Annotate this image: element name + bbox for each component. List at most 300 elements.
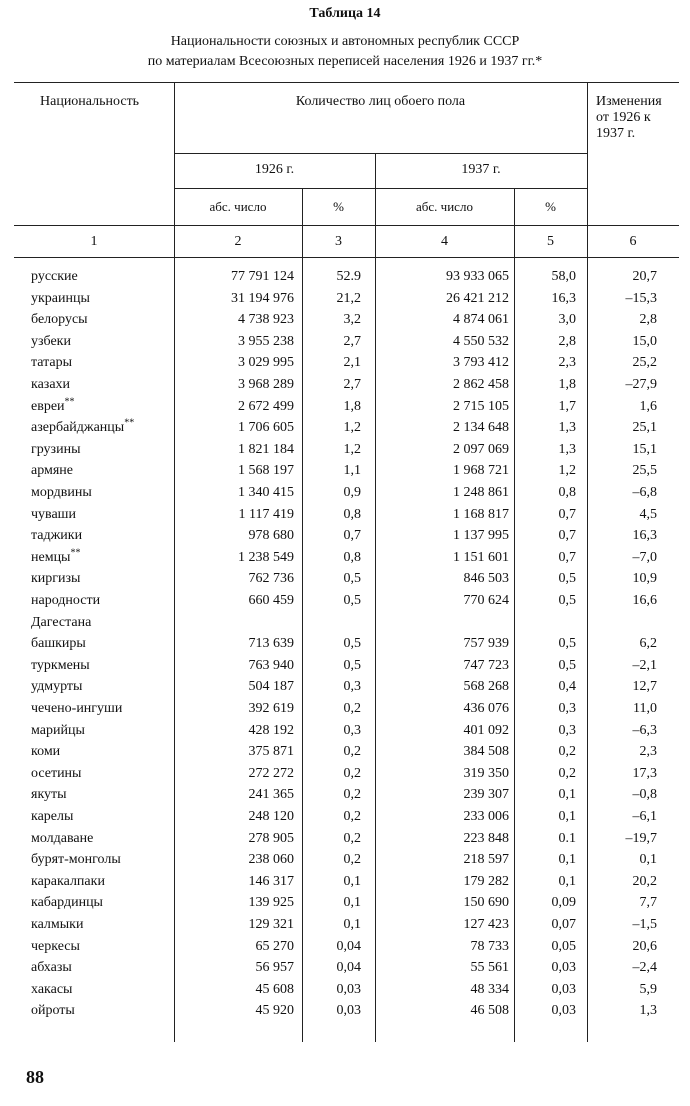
nationality-cell-text: осетины xyxy=(31,765,82,781)
abs-1926-cell-text: 1 238 549 xyxy=(238,549,294,565)
nationality-cell-text: ойроты xyxy=(31,1003,75,1019)
pct-1937-cell-text: 0,2 xyxy=(558,765,576,781)
table-row xyxy=(14,352,679,374)
pct-1926-cell xyxy=(344,871,362,893)
change-cell-text: 0,1 xyxy=(639,852,657,868)
pct-1926-cell xyxy=(344,720,362,742)
nationality-cell-text: немцы xyxy=(31,549,71,565)
abs-1937-cell-text: 401 092 xyxy=(463,722,509,738)
abs-1926-cell-text: 1 117 419 xyxy=(238,506,294,522)
pct-1937-cell xyxy=(552,288,577,310)
abs-1937-cell-text: 179 282 xyxy=(463,873,509,889)
change-cell-text: 15,0 xyxy=(632,333,657,349)
pct-1937-cell-text: 0,1 xyxy=(558,809,576,824)
nationality-cell-text: калмыки xyxy=(31,917,84,932)
pct-1937-cell xyxy=(559,806,577,828)
nationality-cell-text: таджики xyxy=(31,528,83,544)
abs-1926-cell xyxy=(249,806,295,828)
abs-1926-cell xyxy=(238,460,294,482)
nationality-cell-text: бурят-монголы xyxy=(31,852,121,868)
abs-1937-cell-text: 78 733 xyxy=(470,938,509,954)
table-row xyxy=(14,1000,679,1022)
pct-1937-cell xyxy=(559,763,577,785)
pct-1926-cell xyxy=(344,698,362,720)
table-row xyxy=(14,504,679,526)
change-cell-text: 25,2 xyxy=(632,355,657,371)
pct-1937-cell-text: 16,3 xyxy=(551,290,576,306)
change-cell-text: 25,1 xyxy=(632,420,657,436)
abs-1926-cell-text: 146 317 xyxy=(248,873,294,889)
pct-1926-cell-text: 52.9 xyxy=(336,269,361,284)
table-row xyxy=(14,720,679,742)
nationality-cell xyxy=(31,828,93,850)
change-cell xyxy=(633,568,658,590)
pct-1926-cell xyxy=(337,979,362,1001)
rule-colnums-bottom xyxy=(14,257,679,258)
table-row xyxy=(14,784,679,806)
change-cell xyxy=(633,784,658,806)
nationality-cell xyxy=(31,763,81,785)
change-cell xyxy=(626,288,658,310)
change-cell xyxy=(640,979,658,1001)
abs-1937-cell xyxy=(453,525,509,547)
subtitle-line-2: по материалам Всесоюзных переписей населения 1926 и 1937 гг.* xyxy=(147,54,543,69)
pct-1937-cell-text: 1,8 xyxy=(558,377,576,392)
abs-1937-cell-text: 55 561 xyxy=(470,960,509,976)
abs-1937-cell xyxy=(453,374,509,396)
abs-1926-cell-text: 713 639 xyxy=(248,636,294,652)
pct-1926-cell xyxy=(344,633,362,655)
change-cell-text: –19,7 xyxy=(625,830,657,846)
abs-1926-cell-text: 31 194 976 xyxy=(231,290,294,306)
header-abs-1937: абс. число xyxy=(416,199,473,214)
pct-1937-cell-text: 0,05 xyxy=(551,938,576,954)
pct-1926-cell xyxy=(344,806,362,828)
abs-1937-cell xyxy=(464,763,510,785)
abs-1926-cell-text: 762 736 xyxy=(248,571,294,587)
change-cell xyxy=(633,417,658,439)
pct-1926-cell xyxy=(344,525,362,547)
nationality-cell-text: узбеки xyxy=(31,333,71,349)
abs-1937-cell xyxy=(464,806,510,828)
abs-1937-cell xyxy=(453,417,509,439)
pct-1937-cell xyxy=(559,698,577,720)
pct-1926-cell xyxy=(344,309,362,331)
abs-1937-cell-text: 436 076 xyxy=(463,701,509,716)
pct-1937-cell xyxy=(559,547,577,569)
abs-1926-cell xyxy=(249,828,295,850)
pct-1926-cell-text: 0,04 xyxy=(336,938,361,954)
abs-1926-cell-text: 45 920 xyxy=(255,1003,294,1019)
change-cell xyxy=(633,482,658,504)
colnum-5: 5 xyxy=(547,234,554,249)
abs-1926-cell xyxy=(256,979,295,1001)
abs-1937-cell xyxy=(453,439,509,461)
table-row xyxy=(14,633,679,655)
change-cell xyxy=(640,504,658,526)
table-row xyxy=(14,698,679,720)
change-cell xyxy=(633,914,658,936)
header-year-1926: 1926 г. xyxy=(254,162,295,177)
pct-1937-cell xyxy=(559,568,577,590)
abs-1926-cell-text: 1 706 605 xyxy=(238,420,294,436)
abs-1937-cell xyxy=(471,957,510,979)
pct-1937-cell-text: 0,09 xyxy=(551,895,576,911)
nationality-cell xyxy=(31,676,82,698)
pct-1926-cell xyxy=(337,1000,362,1022)
abs-1926-cell-text: 129 321 xyxy=(248,917,294,932)
pct-1926-cell xyxy=(344,374,362,396)
change-cell xyxy=(633,331,658,353)
nationality-cell-text: азербайджанцы xyxy=(31,420,125,436)
table-row xyxy=(14,266,679,288)
abs-1926-cell-text: 375 871 xyxy=(248,744,294,760)
change-cell xyxy=(633,460,658,482)
census-table xyxy=(14,82,679,1042)
pct-1926-cell-text: 1,2 xyxy=(343,441,361,457)
abs-1926-cell-text: 3 955 238 xyxy=(238,333,294,349)
abs-1937-cell-text: 4 550 532 xyxy=(453,333,509,349)
change-cell-text: –27,9 xyxy=(625,377,657,392)
abs-1926-cell xyxy=(249,914,295,936)
pct-1937-cell xyxy=(559,525,577,547)
abs-1937-cell xyxy=(446,266,509,288)
nationality-cell xyxy=(31,417,134,439)
nationality-cell-text: якуты xyxy=(31,787,67,803)
pct-1937-cell xyxy=(559,482,577,504)
pct-1937-cell-text: 0,03 xyxy=(551,981,576,997)
abs-1926-cell-text: 3 029 995 xyxy=(238,355,294,371)
abs-1937-cell-text: 319 350 xyxy=(463,765,509,781)
change-cell-text: 1,6 xyxy=(639,398,657,414)
header-nationality: Национальность xyxy=(40,94,140,109)
abs-1926-cell-text: 241 365 xyxy=(248,787,294,803)
table-row xyxy=(14,892,679,914)
abs-1937-cell xyxy=(464,741,510,763)
pct-1937-cell xyxy=(559,849,577,871)
pct-1937-cell xyxy=(559,871,577,893)
nationality-cell-text: каракалпаки xyxy=(31,873,105,889)
nationality-cell-text: туркмены xyxy=(31,657,90,673)
abs-1937-cell xyxy=(464,568,510,590)
nationality-cell xyxy=(31,871,105,893)
change-cell-text: –7,0 xyxy=(632,549,657,565)
table-row xyxy=(14,374,679,396)
abs-1926-cell xyxy=(249,590,295,612)
colnum-6: 6 xyxy=(629,234,637,249)
abs-1937-cell xyxy=(453,547,509,569)
abs-1937-cell-text: 2 715 105 xyxy=(453,398,509,414)
pct-1937-cell-text: 0,8 xyxy=(558,485,576,500)
nationality-cell-text: белорусы xyxy=(31,312,88,328)
header-pct-1926: % xyxy=(333,199,344,214)
abs-1926-cell xyxy=(238,352,294,374)
nationality-cell-text: евреи xyxy=(31,398,65,414)
abs-1937-cell-text: 1 168 817 xyxy=(453,506,509,522)
change-cell xyxy=(633,871,658,893)
change-cell xyxy=(633,806,658,828)
pct-1926-cell-text: 0,03 xyxy=(336,1003,361,1019)
pct-1937-cell xyxy=(559,784,577,806)
pct-1926-cell-text: 0,2 xyxy=(343,809,361,824)
pct-1937-cell xyxy=(559,590,577,612)
abs-1926-cell-text: 139 925 xyxy=(248,895,294,911)
change-cell xyxy=(633,936,658,958)
change-cell-text: 15,1 xyxy=(632,441,657,457)
header-change-line-2: от 1926 к xyxy=(596,110,651,125)
table-title: Таблица 14 xyxy=(309,6,381,21)
nationality-cell-text: татары xyxy=(31,355,73,371)
abs-1937-cell-text: 2 862 458 xyxy=(453,377,509,392)
abs-1937-cell xyxy=(453,396,509,418)
table-row xyxy=(14,676,679,698)
nationality-cell-text: грузины xyxy=(31,441,81,457)
pct-1937-cell-text: 1,2 xyxy=(558,463,576,479)
abs-1937-cell xyxy=(453,331,509,353)
change-cell-text: –6,1 xyxy=(632,809,657,824)
nationality-cell-text: украинцы xyxy=(31,290,90,306)
pct-1937-cell-text: 0,3 xyxy=(558,722,576,738)
nationality-cell xyxy=(31,396,75,418)
table-row xyxy=(14,936,679,958)
abs-1926-cell-text: 1 340 415 xyxy=(238,485,294,500)
pct-1937-cell-text: 0,1 xyxy=(558,787,576,803)
pct-1937-cell xyxy=(559,720,577,742)
table-row xyxy=(14,396,679,418)
table-subtitle xyxy=(0,32,690,72)
pct-1937-cell-text: 0,03 xyxy=(551,960,576,976)
abs-1937-cell-text: 48 334 xyxy=(470,981,509,997)
change-cell-text: 7,7 xyxy=(639,895,657,911)
abs-1926-cell xyxy=(249,892,295,914)
table-row xyxy=(14,568,679,590)
nationality-cell-text: чуваши xyxy=(31,506,76,522)
abs-1937-cell xyxy=(464,676,510,698)
pct-1937-cell xyxy=(559,741,577,763)
pct-1926-cell-text: 0,04 xyxy=(336,960,361,976)
abs-1926-cell-text: 504 187 xyxy=(248,679,294,695)
pct-1937-cell xyxy=(559,676,577,698)
nationality-cell xyxy=(31,849,121,871)
pct-1937-cell xyxy=(559,460,577,482)
table-row xyxy=(14,849,679,871)
nationality-cell xyxy=(31,698,122,720)
pct-1937-cell-text: 58,0 xyxy=(551,269,576,284)
nationality-cell-text: мордвины xyxy=(31,485,92,500)
change-cell-text: 20,7 xyxy=(632,269,657,284)
change-cell-text: –2,1 xyxy=(632,657,657,673)
table-row xyxy=(14,288,679,310)
pct-1937-cell-text: 0,5 xyxy=(558,593,576,608)
pct-1937-cell xyxy=(559,309,577,331)
abs-1926-cell-text: 392 619 xyxy=(248,701,294,716)
pct-1926-cell xyxy=(344,914,362,936)
abs-1926-cell xyxy=(249,655,295,677)
abs-1937-cell xyxy=(464,720,510,742)
change-cell xyxy=(640,849,658,871)
pct-1937-cell-text: 0,5 xyxy=(558,636,576,652)
abs-1926-cell-text: 4 738 923 xyxy=(238,312,294,328)
nationality-cell-text: казахи xyxy=(31,377,71,392)
change-cell xyxy=(640,309,658,331)
pct-1926-cell xyxy=(344,439,362,461)
pct-1926-cell-text: 0,2 xyxy=(343,830,361,846)
abs-1926-cell-text: 77 791 124 xyxy=(231,269,294,284)
abs-1937-cell-text: 223 848 xyxy=(463,830,509,846)
abs-1926-cell-text: 978 680 xyxy=(248,528,294,544)
abs-1937-cell xyxy=(471,979,510,1001)
abs-1926-cell xyxy=(249,784,295,806)
abs-1937-cell-text: 568 268 xyxy=(463,679,509,695)
pct-1937-cell-text: 1,7 xyxy=(558,398,576,414)
abs-1937-cell-text: 26 421 212 xyxy=(446,290,509,306)
nationality-cell xyxy=(31,439,80,461)
nationality-cell xyxy=(31,266,78,288)
change-cell-text: –15,3 xyxy=(625,290,657,306)
colnum-4: 4 xyxy=(441,234,448,249)
nationality-cell xyxy=(31,331,71,353)
table-row xyxy=(14,655,679,677)
pct-1926-cell-text: 0,3 xyxy=(343,679,361,695)
pct-1926-cell-text: 2,7 xyxy=(343,377,361,392)
abs-1937-cell xyxy=(464,655,510,677)
abs-1937-cell-text: 150 690 xyxy=(463,895,509,911)
table-row xyxy=(14,590,679,612)
table-row xyxy=(14,957,679,979)
page-number: 88 xyxy=(26,1067,44,1087)
change-cell xyxy=(633,655,658,677)
pct-1926-cell-text: 0,2 xyxy=(343,765,361,781)
pct-1926-cell-text: 0,5 xyxy=(343,571,361,587)
header-change-line-1: Изменения xyxy=(596,94,662,109)
nationality-cell xyxy=(31,914,83,936)
abs-1937-cell xyxy=(453,482,509,504)
nationality-cell xyxy=(31,482,92,504)
pct-1937-cell xyxy=(559,417,577,439)
abs-1926-cell xyxy=(249,525,295,547)
change-cell-text: 16,3 xyxy=(632,528,657,544)
abs-1937-cell-text: 2 097 069 xyxy=(453,441,509,457)
abs-1926-cell xyxy=(256,1000,295,1022)
nationality-cell xyxy=(31,352,72,374)
pct-1937-cell xyxy=(559,828,577,850)
subtitle-line-1: Национальности союзных и автономных республик СССР xyxy=(170,34,520,49)
pct-1937-cell-text: 0,3 xyxy=(558,701,576,716)
abs-1937-cell-text: 4 874 061 xyxy=(453,312,509,328)
nationality-cell-text: башкиры xyxy=(31,636,86,652)
pct-1926-cell xyxy=(344,352,362,374)
abs-1926-cell-text: 1 821 184 xyxy=(238,441,294,457)
pct-1926-cell xyxy=(337,957,362,979)
pct-1926-cell-text: 21,2 xyxy=(336,290,361,306)
nationality-cell xyxy=(31,892,103,914)
rule-header-bottom xyxy=(14,225,679,226)
abs-1937-cell-text: 1 248 861 xyxy=(453,485,509,500)
pct-1937-cell xyxy=(552,266,577,288)
pct-1926-cell-text: 1,2 xyxy=(343,420,361,436)
table-row xyxy=(14,806,679,828)
rule-under-years xyxy=(174,188,587,189)
pct-1926-cell-text: 1,1 xyxy=(343,463,361,479)
change-cell xyxy=(633,590,658,612)
abs-1937-cell-text: 3 793 412 xyxy=(453,355,509,371)
pct-1937-cell xyxy=(559,352,577,374)
abs-1937-cell-text: 239 307 xyxy=(463,787,509,803)
pct-1937-cell-text: 0,5 xyxy=(558,571,576,587)
change-cell-text: –2,4 xyxy=(632,960,657,976)
abs-1926-cell xyxy=(249,568,295,590)
pct-1937-cell-text: 2,3 xyxy=(558,355,576,371)
abs-1937-cell xyxy=(464,892,510,914)
change-cell xyxy=(633,547,658,569)
abs-1926-cell xyxy=(249,849,295,871)
abs-1937-cell-text: 2 134 648 xyxy=(453,420,509,436)
nationality-cell xyxy=(31,741,60,763)
pct-1937-cell xyxy=(559,439,577,461)
abs-1937-cell-text: 218 597 xyxy=(463,852,509,868)
change-cell-text: –1,5 xyxy=(632,917,657,932)
pct-1926-cell-text: 2,7 xyxy=(343,333,361,349)
pct-1926-cell-text: 3,2 xyxy=(343,312,361,328)
abs-1926-cell xyxy=(238,547,294,569)
header-abs-1926: абс. число xyxy=(209,199,267,214)
abs-1937-cell-text: 747 723 xyxy=(463,657,509,673)
abs-1926-cell xyxy=(249,741,295,763)
pct-1937-cell xyxy=(559,655,577,677)
table-row xyxy=(14,612,679,634)
pct-1926-cell xyxy=(344,547,362,569)
nationality-cell xyxy=(31,633,86,655)
pct-1937-cell-text: 0,03 xyxy=(551,1003,576,1019)
nationality-cell-text: марийцы xyxy=(31,722,85,738)
pct-1937-cell-text: 0,4 xyxy=(558,679,576,695)
nationality-cell xyxy=(31,590,100,612)
abs-1937-cell-text: 757 939 xyxy=(463,636,509,652)
pct-1937-cell-text: 0,07 xyxy=(551,917,576,932)
abs-1937-cell xyxy=(464,914,510,936)
change-cell xyxy=(633,698,657,720)
nationality-cell-text: удмурты xyxy=(31,679,83,695)
abs-1926-cell-text: 272 272 xyxy=(248,765,294,781)
table-row xyxy=(14,741,679,763)
abs-1926-cell-text: 238 060 xyxy=(248,852,294,868)
pct-1937-cell xyxy=(552,957,577,979)
abs-1926-cell-text: 428 192 xyxy=(248,722,294,738)
pct-1937-cell xyxy=(552,892,577,914)
table-row xyxy=(14,979,679,1001)
change-cell-text: 5,9 xyxy=(639,981,657,997)
change-cell-text: 12,7 xyxy=(632,679,657,695)
change-cell xyxy=(626,828,658,850)
pct-1937-cell-text: 3,0 xyxy=(558,312,576,328)
abs-1926-cell xyxy=(238,417,294,439)
change-cell-text: 17,3 xyxy=(632,765,657,781)
abs-1926-cell xyxy=(238,439,294,461)
header-quantity: Количество лиц обоего пола xyxy=(295,94,466,109)
pct-1926-cell xyxy=(344,784,362,806)
nationality-cell-text: черкесы xyxy=(31,938,80,954)
pct-1926-cell xyxy=(344,741,362,763)
abs-1937-cell-text: 1 137 995 xyxy=(453,528,509,544)
table-row xyxy=(14,417,679,439)
nationality-cell xyxy=(31,309,88,331)
abs-1926-cell xyxy=(249,698,295,720)
abs-1926-cell-text: 65 270 xyxy=(255,938,294,954)
abs-1926-cell xyxy=(231,266,294,288)
nationality-cell xyxy=(31,612,91,634)
nationality-cell xyxy=(31,547,80,569)
table-row xyxy=(14,482,679,504)
